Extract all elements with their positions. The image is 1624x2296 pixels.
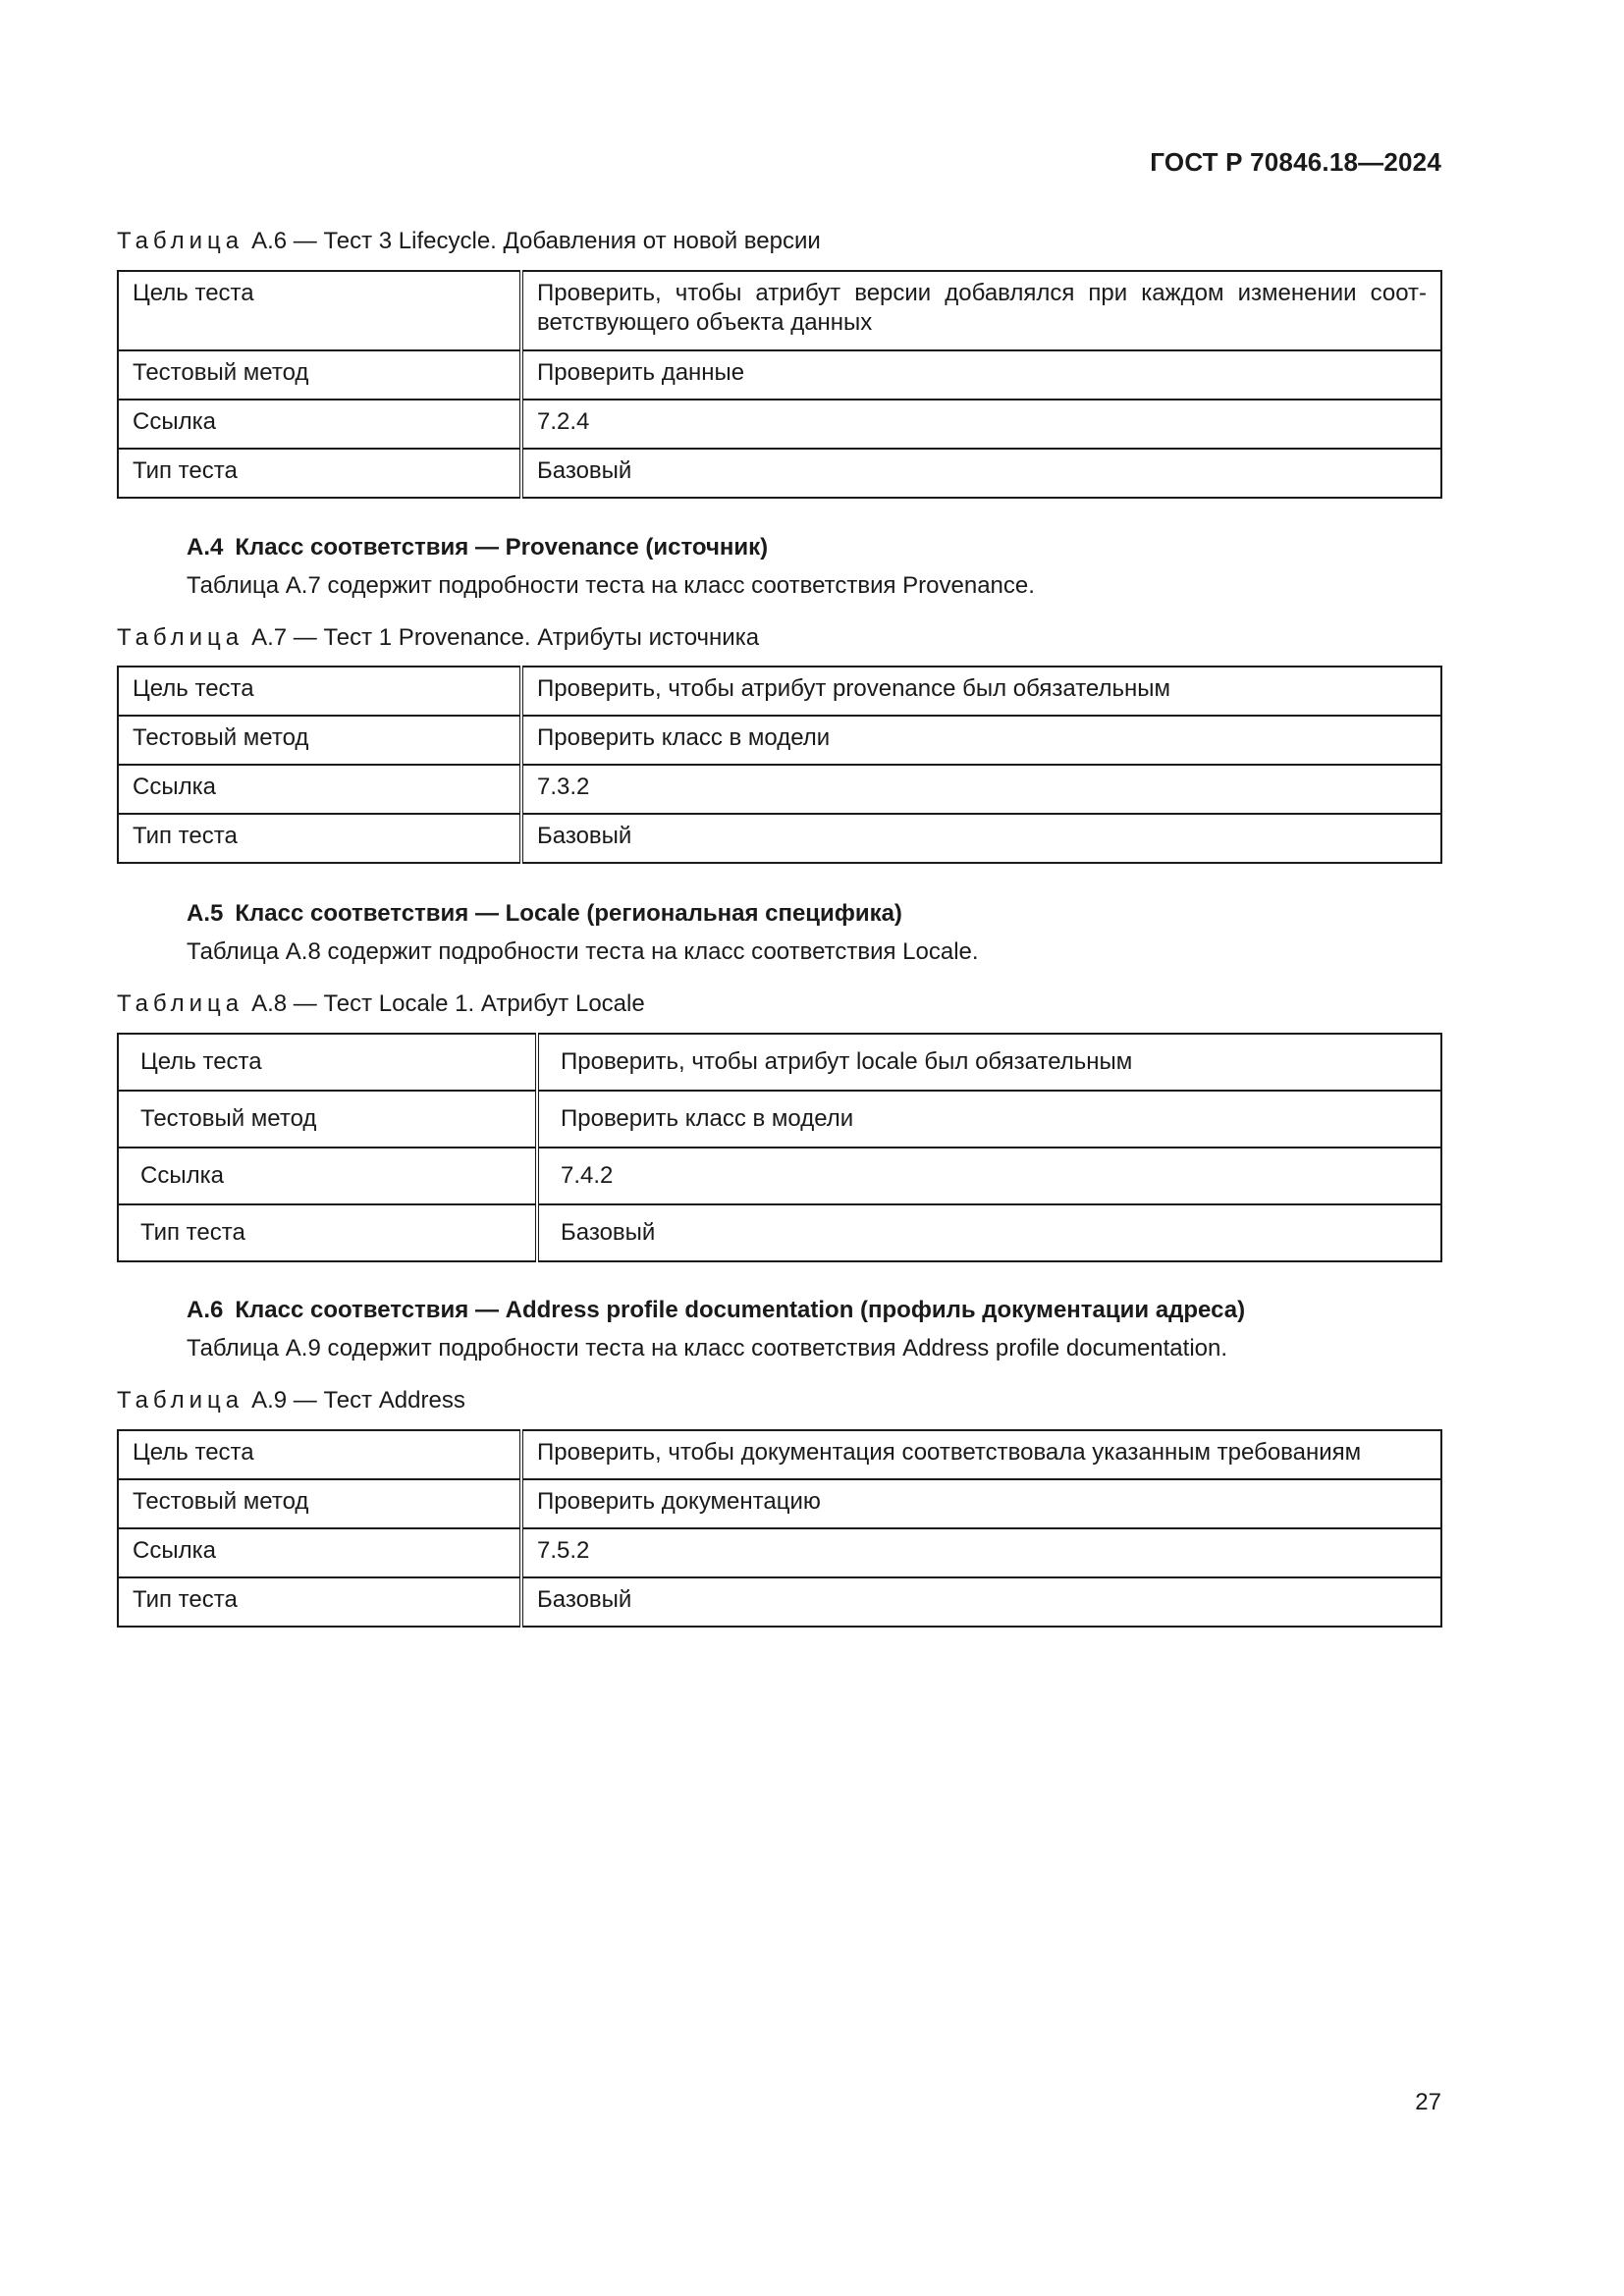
row-value: 7.5.2 [521, 1528, 1441, 1577]
caption-text: А.7 — Тест 1 Provenance. Атрибуты источника [251, 624, 760, 651]
section-heading [187, 900, 902, 928]
table-row [118, 1479, 1441, 1528]
section-title: Класс соответствия — Locale (региональная специфика) [235, 900, 902, 927]
row-value: Базовый [521, 1577, 1441, 1627]
row-value: Проверить, чтобы документация соответствовала указанным требованиям [521, 1430, 1441, 1479]
caption-text: А.6 — Тест 3 Lifecycle. Добавления от новой версии [251, 228, 821, 254]
test-table-a7 [117, 666, 1442, 864]
table-caption [117, 624, 759, 652]
row-key: Ссылка [118, 765, 521, 814]
row-value: 7.3.2 [521, 765, 1441, 814]
caption-prefix: Таблица [117, 624, 244, 651]
table-caption [117, 1387, 465, 1415]
row-key: Ссылка [118, 1528, 521, 1577]
row-key: Тестовый метод [118, 350, 521, 400]
row-value: 7.2.4 [521, 400, 1441, 449]
row-key: Тип теста [118, 814, 521, 863]
section-heading [187, 534, 768, 561]
table-row [118, 350, 1441, 400]
row-key: Ссылка [118, 400, 521, 449]
table-row [118, 400, 1441, 449]
caption-text: А.8 — Тест Locale 1. Атрибут Locale [251, 990, 645, 1017]
caption-prefix: Таблица [117, 228, 244, 254]
table-row [118, 765, 1441, 814]
section-heading [187, 1297, 1245, 1324]
row-key: Цель теста [118, 1430, 521, 1479]
row-key: Цель теста [118, 1034, 537, 1091]
row-value: Проверить, чтобы атрибут версии добавлялся при каждом изменении соот-ветствующего объекта данных [521, 271, 1441, 350]
table-row [118, 1204, 1441, 1261]
test-table-a9 [117, 1429, 1442, 1628]
section-number: А.6 [187, 1297, 224, 1323]
table-row [118, 1034, 1441, 1091]
row-key: Цель теста [118, 667, 521, 716]
table-row [118, 716, 1441, 765]
table-row [118, 1528, 1441, 1577]
table-row [118, 271, 1441, 350]
section-number: А.5 [187, 900, 224, 927]
table-row [118, 667, 1441, 716]
row-key: Тип теста [118, 1204, 537, 1261]
section-title: Класс соответствия — Address profile documentation (профиль документации адреса) [235, 1297, 1246, 1323]
section-paragraph: Таблица А.9 содержит подробности теста на класс соответствия Address profile documentation. [187, 1335, 1228, 1362]
caption-prefix: Таблица [117, 1387, 244, 1414]
row-key: Тестовый метод [118, 1479, 521, 1528]
table-row [118, 814, 1441, 863]
table-row [118, 449, 1441, 498]
row-value: Базовый [521, 814, 1441, 863]
row-key: Тип теста [118, 1577, 521, 1627]
test-table-a8 [117, 1033, 1442, 1262]
row-value: Базовый [537, 1204, 1441, 1261]
row-value: Проверить, чтобы атрибут locale был обязательным [537, 1034, 1441, 1091]
row-value: Проверить класс в модели [537, 1091, 1441, 1148]
row-value: Проверить данные [521, 350, 1441, 400]
row-key: Тестовый метод [118, 1091, 537, 1148]
row-value: Проверить документацию [521, 1479, 1441, 1528]
row-key: Тип теста [118, 449, 521, 498]
table-caption [117, 228, 821, 255]
document-code: ГОСТ Р 70846.18—2024 [1150, 147, 1441, 177]
row-value: Проверить, чтобы атрибут provenance был обязательным [521, 667, 1441, 716]
section-paragraph: Таблица А.8 содержит подробности теста на класс соответствия Locale. [187, 938, 979, 965]
row-key: Тестовый метод [118, 716, 521, 765]
row-value: Базовый [521, 449, 1441, 498]
table-row [118, 1577, 1441, 1627]
test-table-a6 [117, 270, 1442, 499]
row-value: Проверить класс в модели [521, 716, 1441, 765]
row-value: 7.4.2 [537, 1148, 1441, 1204]
row-key: Цель теста [118, 271, 521, 350]
row-key: Ссылка [118, 1148, 537, 1204]
page-number: 27 [1415, 2089, 1441, 2115]
caption-prefix: Таблица [117, 990, 244, 1017]
table-caption [117, 990, 645, 1018]
section-number: А.4 [187, 534, 224, 561]
section-title: Класс соответствия — Provenance (источник) [235, 534, 769, 561]
table-row [118, 1091, 1441, 1148]
table-row [118, 1148, 1441, 1204]
table-row [118, 1430, 1441, 1479]
caption-text: А.9 — Тест Address [251, 1387, 465, 1414]
section-paragraph: Таблица А.7 содержит подробности теста на класс соответствия Provenance. [187, 572, 1035, 599]
